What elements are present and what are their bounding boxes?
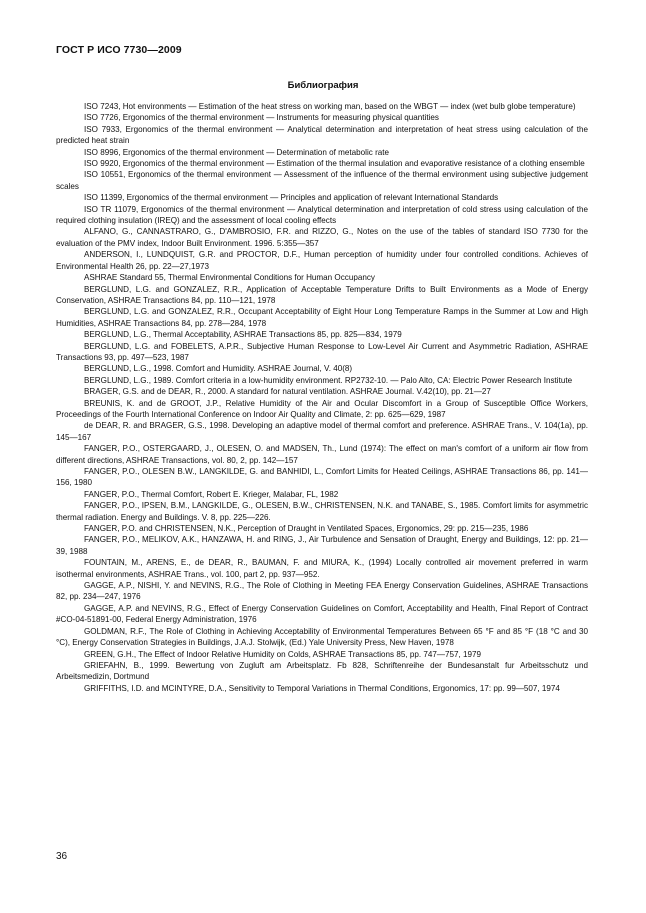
bibliography-entry: de DEAR, R. and BRAGER, G.S., 1998. Developing an adaptive model of thermal comfort and preference. ASHRAE Trans., V. 104(1a), pp. 145—167 [56,421,588,442]
bibliography-entry: GOLDMAN, R.F., The Role of Clothing in Achieving Acceptability of Environmental Temperatures Between 65 °F and 85 °F (18 °C and 30 °C), Energy Conservation Strategies in Buildings, J.A.J. Stolwijk, (Ed.) Yale University Press, New Haven, 1978 [56,626,588,648]
bibliography-entry: ANDERSON, I., LUNDQUIST, G.R. and PROCTOR, D.F., Human perception of humidity under four controlled conditions. Achieves of Environmental Health 26, pp. 22—27,1973 [56,250,588,271]
bibliography-entry: BREUNIS, K. and de GROOT, J.P., Relative Humidity of the Air and Ocular Discomfort in a Group of Susceptible Office Workers, Proceedings of the Fourth International Conference on Indoor Air Quality and Climate, 2: pp. 625—629, 1987 [56,398,588,419]
standard-header: ГОСТ Р ИСО 7730—2009 [56,44,182,56]
bibliography-entry: FANGER, P.O., OSTERGAARD, J., OLESEN, O. and MADSEN, Th., Lund (1974): The effect on man's comfort of a uniform air flow from different directions, ASHRAE Transactions, vol. 80, 2, pp. 142—157 [56,444,588,465]
bibliography-entry: ISO 9920, Ergonomics of the thermal environment — Estimation of the thermal insulation and evaporative resistance of a clothing ensemble [84,159,585,169]
bibliography-entry: ALFANO, G., CANNASTRARO, G., D'AMBROSIO, F.R. and RIZZO, G., Notes on the use of the tables of standard ISO 7730 for the evaluation of the PMV index, Indoor Built Environment. 1996. 5:355—357 [56,227,588,248]
bibliography-entry: BRAGER, G.S. and de DEAR, R., 2000. A standard for natural ventilation. ASHRAE Journal. V.42(10), pp. 21—27 [84,387,491,397]
bibliography-entry: FANGER, P.O., Thermal Comfort, Robert E. Krieger, Malabar, FL, 1982 [84,489,339,499]
bibliography-entry: BERGLUND, L.G. and GONZALEZ, R.R., Application of Acceptable Temperature Drifts to Built Environments as a Mode of Energy Conservation, ASHRAE Transactions 84, pp. 110—121, 1978 [56,284,588,305]
bibliography-entry: ISO TR 11079, Ergonomics of the thermal environment — Analytical determination and interpretation of cold stress using calculation of the required clothing insulation (IREQ) and the assessment of local cooling effects [56,204,588,226]
bibliography-entry: FOUNTAIN, M., ARENS, E., de DEAR, R., BAUMAN, F. and MIURA, K., (1994) Locally controlled air movement preferred in warm isothermal environments, ASHRAE Trans., vol. 100, part 2, pp. 937—952. [56,558,588,579]
bibliography-entry: GAGGE, A.P., NISHI, Y. and NEVINS, R.G., The Role of Clothing in Meeting FEA Energy Conservation Guidelines, ASHRAE Transactions 82, pp. 234—247, 1976 [56,581,588,602]
bibliography-entry: ISO 11399, Ergonomics of the thermal environment — Principles and application of relevant International Standards [84,193,499,203]
bibliography-entry: BERGLUND, L.G., Thermal Acceptability, ASHRAE Transactions 85, pp. 825—834, 1979 [84,330,402,340]
bibliography-entry: FANGER, P.O., IPSEN, B.M., LANGKILDE, G., OLESEN, B.W., CHRISTENSEN, N.K. and TANABE, S., 1985. Comfort limits for asymmetric thermal radiation. Energy and Buildings. V. 8, pp. 225—226. [56,501,588,522]
bibliography-entry: FANGER, P.O. and CHRISTENSEN, N.K., Perception of Draught in Ventilated Spaces, Ergonomics, 29: pp. 215—235, 1986 [84,524,529,534]
bibliography-entry: ISO 8996, Ergonomics of the thermal environment — Determination of metabolic rate [84,147,390,157]
bibliography-entry: GAGGE, A.P. and NEVINS, R.G., Effect of Energy Conservation Guidelines on Comfort, Acceptability and Health, Final Report of Contract #CO-04-51891-00, Federal Energy Administration, 1976 [56,603,588,625]
bibliography-entry: BERGLUND, L.G. and FOBELETS, A.P.R., Subjective Human Response to Low-Level Air Current and Asymmetric Radiation, ASHRAE Transactions 93, pp. 497—523, 1987 [56,341,588,362]
bibliography-entry: GRIFFITHS, I.D. and MCINTYRE, D.A., Sensitivity to Temporal Variations in Thermal Conditions, Ergonomics, 17: pp. 99—507, 1974 [84,683,560,693]
bibliography-entry: BERGLUND, L.G. and GONZALEZ, R.R., Occupant Acceptability of Eight Hour Long Temperature Ramps in the Summer at Low and High Humidities, ASHRAE Transactions 84, pp. 278—284, 1978 [56,307,588,328]
bibliography-entry: ISO 7243, Hot environments — Estimation of the heat stress on working man, based on the WBGT — index (wet bulb globe temperature) [84,102,576,111]
bibliography-entry: ISO 10551, Ergonomics of the thermal environment — Assessment of the influence of the thermal environment using subjective judgement scales [56,170,588,191]
bibliography-entry: ISO 7933, Ergonomics of the thermal environment — Analytical determination and interpretation of heat stress using calculation of the predicted heat strain [56,124,588,146]
bibliography-list [56,101,588,694]
bibliography-entry: FANGER, P.O., OLESEN B.W., LANGKILDE, G. and BANHIDI, L., Comfort Limits for Heated Ceilings, ASHRAE Transactions 86, pp. 141—156, 1980 [56,467,588,488]
bibliography-entry: ASHRAE Standard 55, Thermal Environmental Conditions for Human Occupancy [84,273,375,283]
bibliography-entry: GRIEFAHN, B., 1999. Bewertung von Zugluft am Arbeitsplatz. Fb 828, Schriftenreihe der Bundesanstalt fur Arbeitsschutz und Arbeitsmedizin, Dortmund [56,660,588,682]
bibliography-entry: ISO 7726, Ergonomics of the thermal environment — Instruments for measuring physical quantities [84,113,439,123]
bibliography-entry: GREEN, G.H., The Effect of Indoor Relative Humidity on Colds, ASHRAE Transactions 85, pp. 747—757, 1979 [84,649,481,659]
bibliography-entry: BERGLUND, L.G., 1998. Comfort and Humidity. ASHRAE Journal, V. 40(8) [84,364,353,374]
bibliography-entry: FANGER, P.O., MELIKOV, A.K., HANZAWA, H. and RING, J., Air Turbulence and Sensation of Draught, Energy and Buildings, 12: pp. 21—39, 1988 [56,535,588,556]
bibliography-title: Библиография [287,80,359,91]
page-number: 36 [56,851,68,862]
bibliography-entry: BERGLUND, L.G., 1989. Comfort criteria in a low-humidity environment. RP2732-10. — Palo Alto, CA: Electric Power Research Institute [84,375,573,385]
